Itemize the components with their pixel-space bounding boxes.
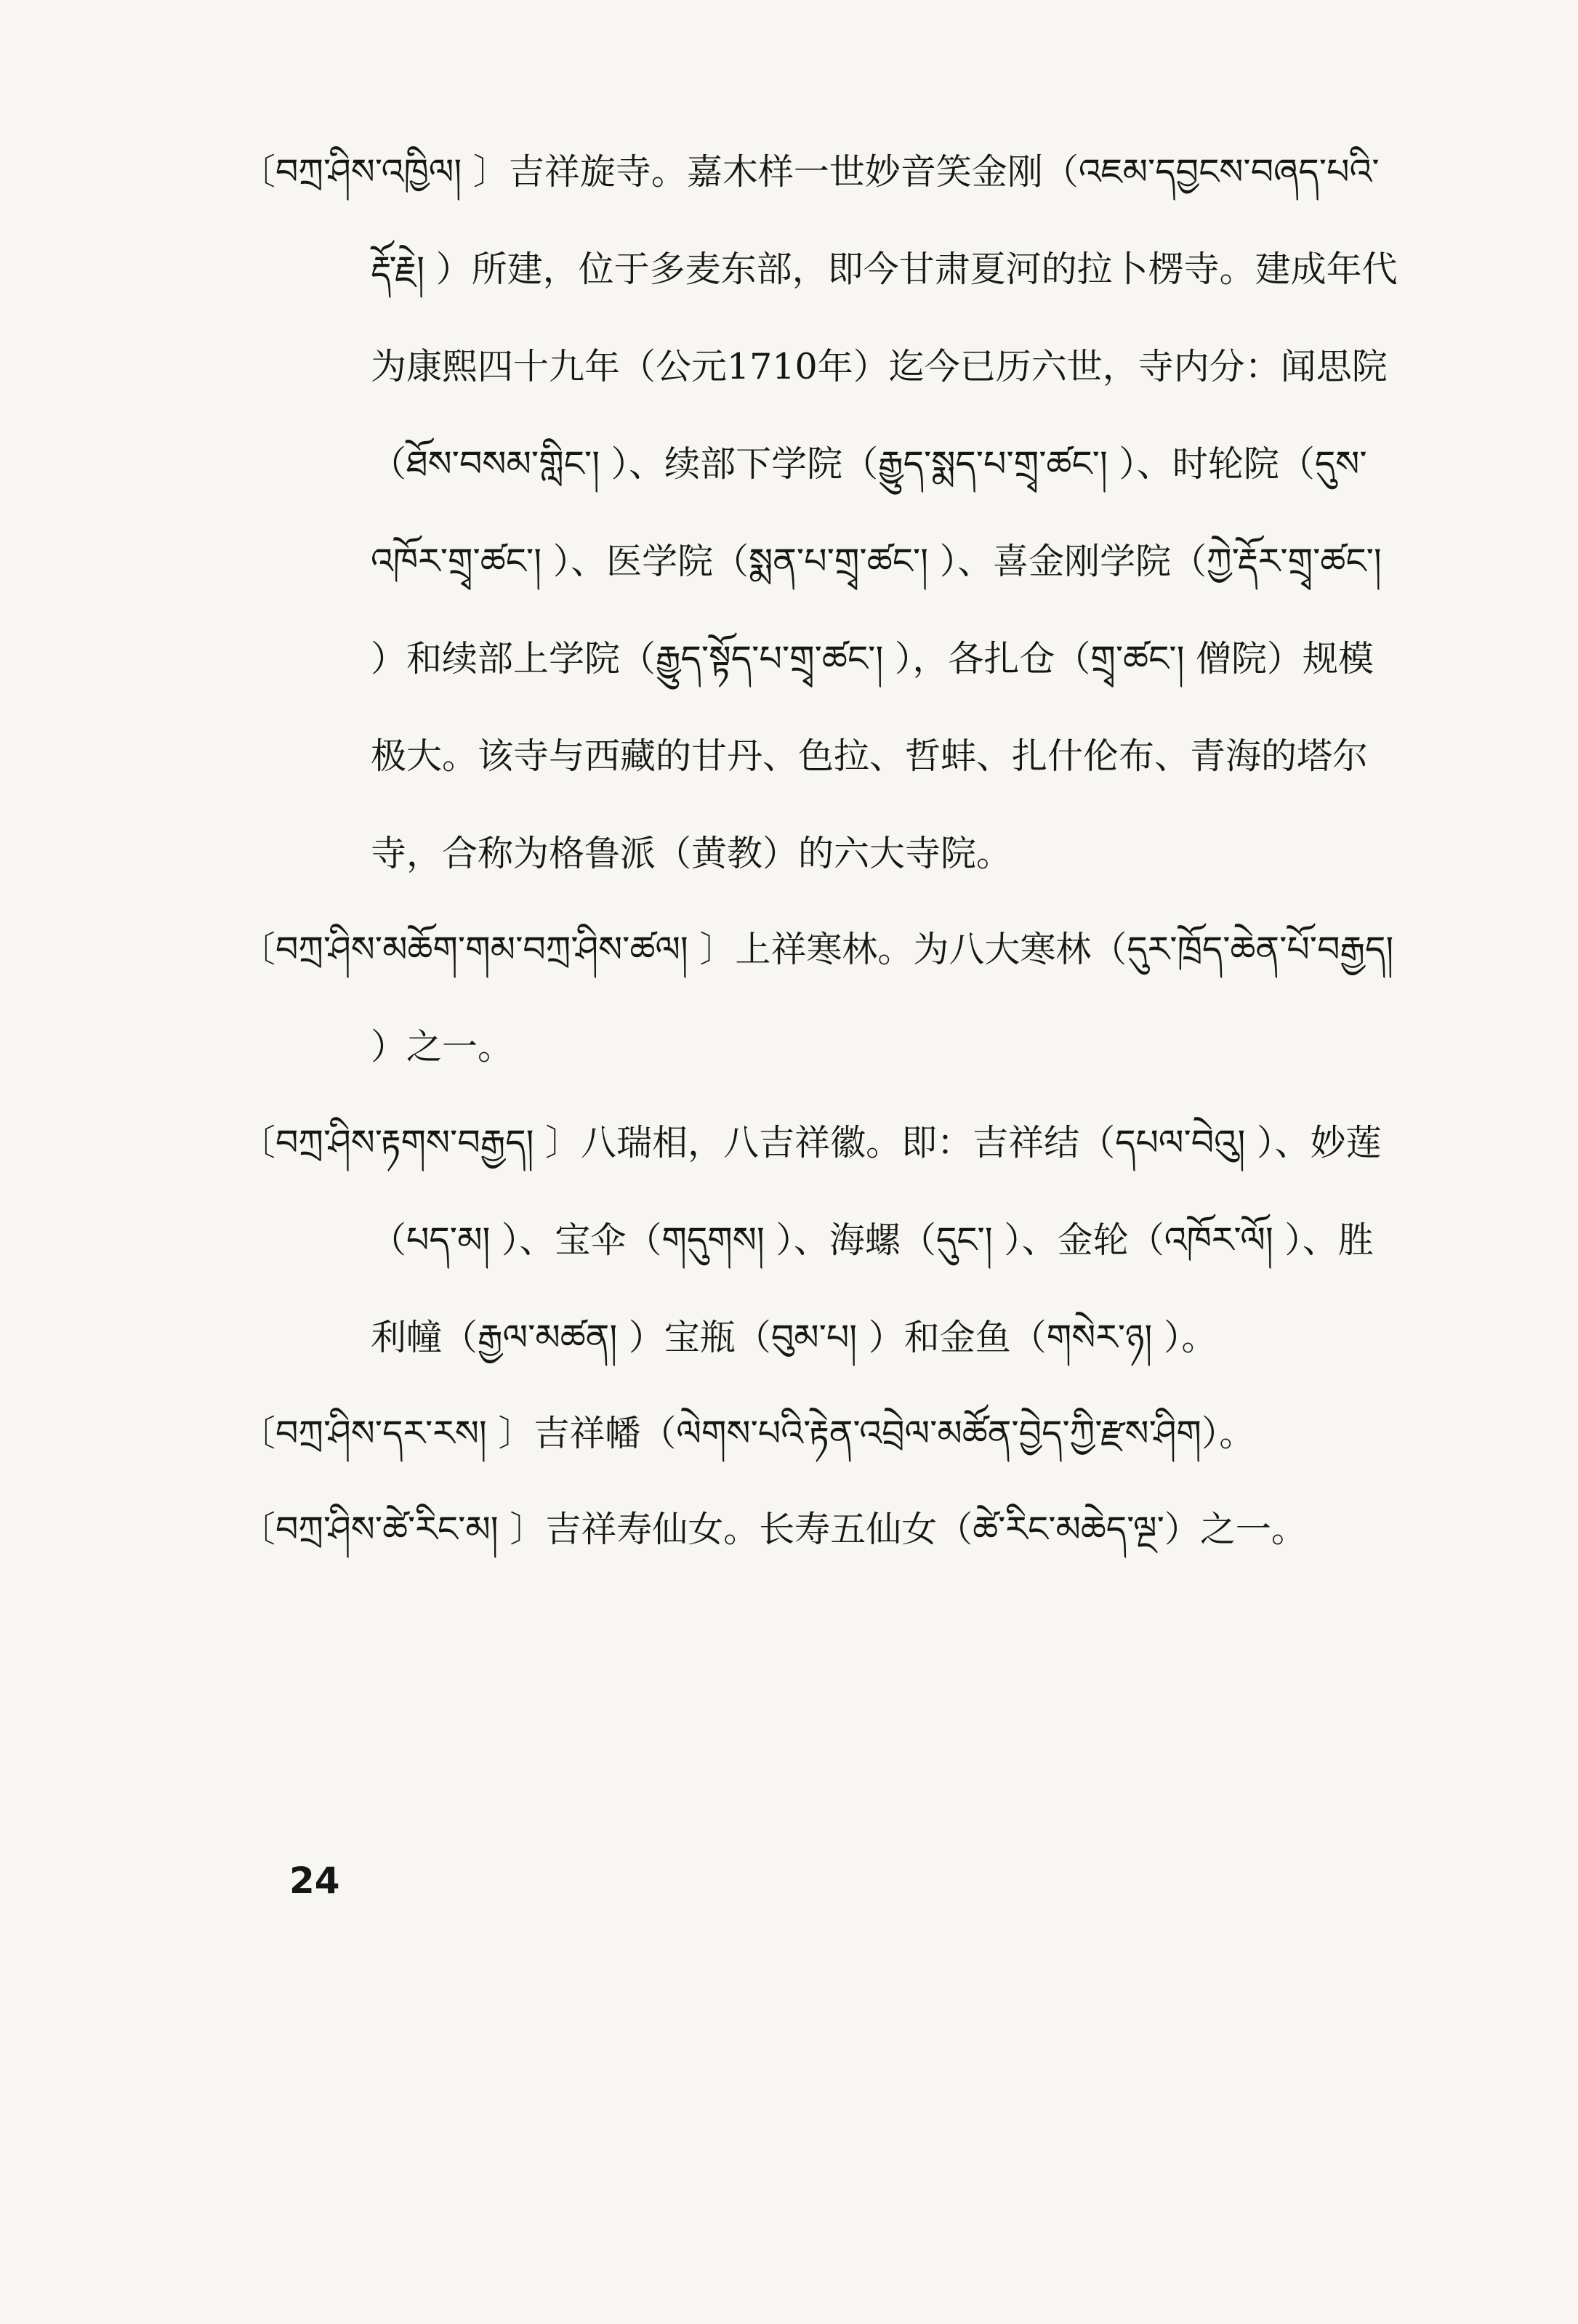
page-number: 24 (289, 1860, 340, 1902)
entry-bkra-shis-dar-ras: 〔བཀྲ་ཤིས་དར་རས། 〕吉祥幡（ལེགས་པའི་རྟེན་འབྲེལ་མཚོན་བྱེད་ཀྱི་རྫས་ཤིག）。 (240, 1413, 1255, 1454)
entry-bkra-shis-rtags-brgyad: 〔བཀྲ་ཤིས་རྟགས་བརྒྱད། 〕八瑞相，八吉祥徽。即：吉祥结（དཔལ་བེའུ། ）、妙莲（པད་མ། ）、宝伞（གདུགས། ）、海螺（དུང་། ）、金轮（འཁོར་ལོ། ）、胜利幢（རྒྱལ་མཚན། ）宝瓶（བུམ་པ། ）和金鱼（གསེར་ཉ། ）。 (240, 1122, 1382, 1358)
entry-bkra-shis-khyil: 〔བཀྲ་ཤིས་འཁྱིལ། 〕吉祥旋寺。嘉木样一世妙音笑金刚（འཇམ་དབྱངས་བཞད་པའི་རྡོ་རྗེ། ）所建，位于多麦东部，即今甘肃夏河的拉卜楞寺。建成年代为康熙四十九年（公元1710年）迄今已历六世，寺内分：闻思院（ཐོས་བསམ་གླིང་། ）、续部下学院（རྒྱུད་སྨད་པ་གྲྭ་ཚང་། ）、时轮院（དུས་འཁོར་གྲྭ་ཚང་། ）、医学院（སྨན་པ་གྲྭ་ཚང་། ）、喜金刚学院（ཀྱེ་རྡོར་གྲྭ་ཚང་། ）和续部上学院（རྒྱུད་སྟོད་པ་གྲྭ་ཚང་། ），各扎仓（གྲྭ་ཚང་། 僧院）规模极大。该寺与西藏的甘丹、色拉、哲蚌、扎什伦布、青海的塔尔寺，合称为格鲁派（黄教）的六大寺院。 (240, 151, 1398, 874)
entry-bkra-shis-tshe-ring-ma: 〔བཀྲ་ཤིས་ཚེ་རིང་མ། 〕吉祥寿仙女。长寿五仙女（ཚེ་རིང་མཆེད་ལྔ་）之一。 (240, 1509, 1307, 1550)
dictionary-entries (240, 124, 1403, 1578)
entry-bkra-shis-mchog: 〔བཀྲ་ཤིས་མཆོག་གམ་བཀྲ་ཤིས་ཚལ། 〕上祥寒林。为八大寒林（དུར་ཁྲོད་ཆེན་པོ་བརྒྱད། ）之一。 (240, 929, 1394, 1068)
